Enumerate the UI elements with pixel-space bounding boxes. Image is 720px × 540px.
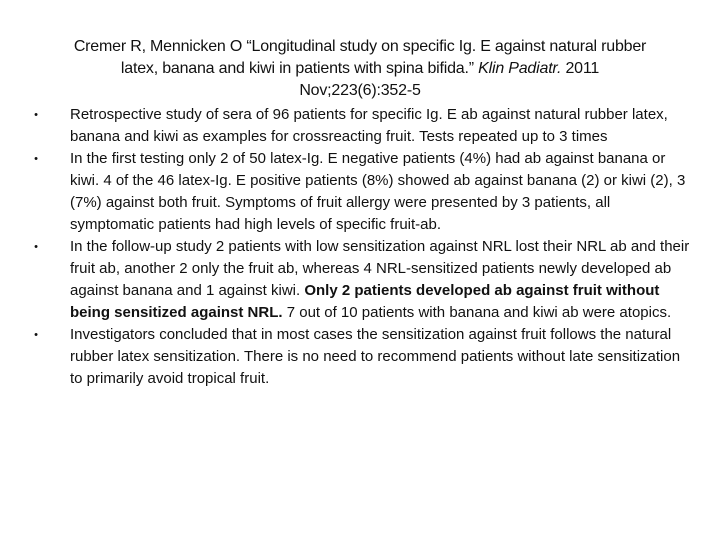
bullet-text-bold: Only 2 patients developed ab against fruit without being sensitized against NRL. — [70, 282, 660, 321]
bullet-text: Investigators concluded that in most cases the sensitization against fruit follows the natural rubber latex sensitization. There is no need to recommend patients without late sensitization to primarily avoid tropical fruit. — [70, 326, 681, 387]
bullet-item — [30, 104, 690, 148]
title-line-3: Nov;223(6):352-5 — [299, 82, 421, 99]
bullet-text-part: In the follow-up study 2 patients with low sensitization against NRL lost their NRL ab and their fruit ab, another 2 only the fruit ab, whereas 4 NRL-sensitized patients newly developed ab against banana and 1 against kiwi. — [70, 238, 690, 299]
bullet-dot: • — [34, 241, 38, 253]
bullet-text — [70, 236, 690, 324]
journal-name: Klin Padiatr. — [478, 60, 562, 77]
bullet-dot: • — [34, 329, 38, 341]
bullet-item — [30, 148, 690, 236]
title-line-1: Cremer R, Mennicken O “Longitudinal study on specific Ig. E against natural rubber — [73, 38, 647, 55]
bullet-text: In the first testing only 2 of 50 latex-Ig. E negative patients (4%) had ab against banana or kiwi. 4 of the 46 latex-Ig. E positive patients (8%) showed ab against banana (2) or kiwi (2), 3 (7%) against both fruit. Symptoms of fruit allergy were presented by 3 patients, all symptomatic patients had high levels of specific fruit-ab. — [70, 150, 686, 233]
bullet-item — [30, 324, 690, 390]
slide-title — [40, 36, 680, 102]
bullet-dot: • — [34, 153, 38, 165]
title-line-2: latex, banana and kiwi in patients with spina bifida.” — [120, 60, 474, 77]
bullet-text: Retrospective study of sera of 96 patients for specific Ig. E ab against natural rubber latex, banana and kiwi as examples for crossreacting fruit. Tests repeated up to 3 times — [70, 106, 668, 145]
bullet-list — [30, 104, 690, 390]
bullet-dot: • — [34, 109, 38, 121]
publication-year: 2011 — [565, 60, 600, 77]
bullet-text-part: 7 out of 10 patients with banana and kiwi ab were atopics. — [282, 304, 672, 321]
bullet-item — [30, 236, 690, 324]
